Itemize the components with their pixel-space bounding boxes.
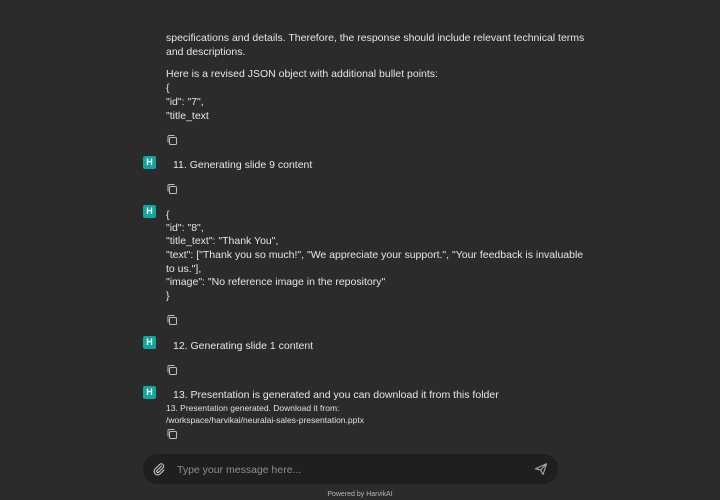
message-text: "text": ["Thank you so much!", "We appreciate your support.", "Your feedback is invaluable — [166, 249, 584, 261]
message-text: Here is a revised JSON object with additional bullet points: — [166, 68, 438, 80]
message-text: { — [166, 82, 170, 94]
message-text: "id": "7", — [166, 96, 204, 108]
message-input[interactable] — [175, 459, 519, 481]
message-text: 11. Generating slide 9 content — [173, 159, 313, 171]
avatar: H — [143, 336, 156, 349]
copy-icon[interactable] — [166, 314, 178, 326]
message-text: /workspace/harvikai/neuralai-sales-presentation.pptx — [166, 415, 364, 425]
powered-by-footer: Powered by HarvikAI — [327, 491, 393, 498]
message-text: and descriptions. — [166, 46, 246, 58]
message-text: "title_text — [166, 110, 209, 122]
copy-icon[interactable] — [166, 134, 178, 146]
copy-icon[interactable] — [166, 183, 178, 195]
copy-icon[interactable] — [166, 428, 178, 440]
avatar: H — [143, 156, 156, 169]
message-text: { — [166, 209, 170, 221]
copy-icon[interactable] — [166, 364, 178, 376]
message-text: "image": "No reference image in the repository" — [166, 276, 386, 288]
message-text: "title_text": "Thank You", — [166, 235, 279, 247]
send-icon[interactable] — [534, 462, 548, 476]
message-text: } — [166, 290, 170, 302]
message-text: 13. Presentation is generated and you can download it from this folder — [173, 389, 499, 401]
message-composer — [143, 454, 558, 484]
avatar: H — [143, 386, 156, 399]
avatar: H — [143, 205, 156, 218]
message-text: 12. Generating slide 1 content — [173, 340, 314, 352]
message-text: 13. Presentation generated. Download it from: — [166, 403, 340, 413]
message-text: to us."], — [166, 263, 202, 275]
message-text: "id": "8", — [166, 222, 204, 234]
paperclip-icon[interactable] — [152, 462, 166, 476]
message-text: specifications and details. Therefore, the response should include relevant technical terms — [166, 32, 585, 44]
